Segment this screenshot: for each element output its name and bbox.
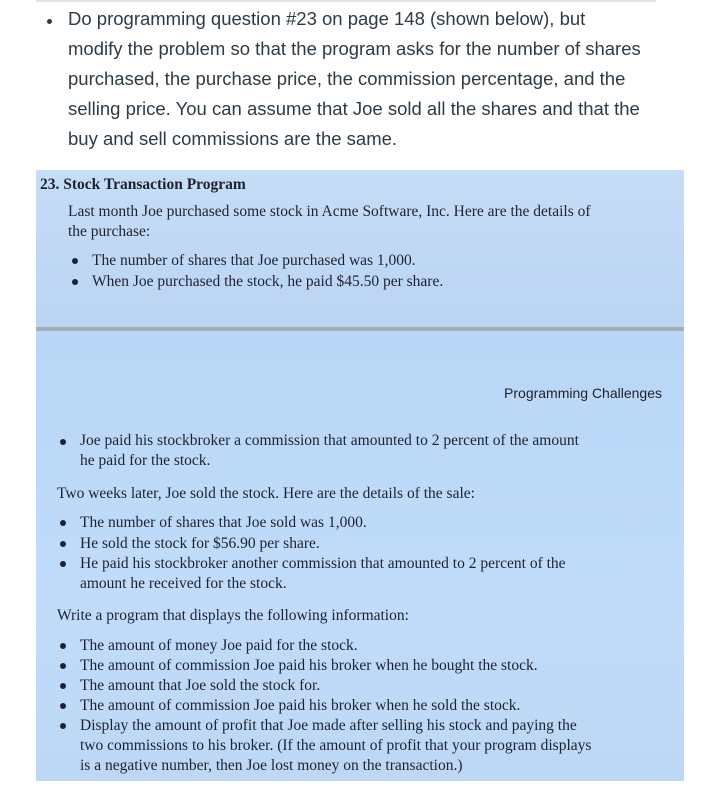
sale-bullet-2: He sold the stock for $56.90 per share. bbox=[80, 535, 320, 552]
purchase-bullet-2: When Joe purchased the stock, he paid $45.50 per share. bbox=[92, 273, 444, 290]
bullet-dot bbox=[60, 541, 66, 547]
purchase-intro: Last month Joe purchased some stock in Acme Software, Inc. Here are the details of the purchase: bbox=[68, 203, 591, 240]
output-bullet-5: Display the amount of profit that Joe made after selling his stock and paying the two commissions to his broker. (If the amount of profit that your program displays is a negative number, then Joe lost money on the transaction.) bbox=[80, 717, 592, 774]
bullet-dot bbox=[60, 703, 66, 709]
bullet-dot bbox=[47, 19, 52, 24]
problem-heading: 23. Stock Transaction Program bbox=[40, 176, 246, 193]
sale-bullet-3: He paid his stockbroker another commission that amounted to 2 percent of the amount he received for the stock. bbox=[80, 555, 566, 592]
top-divider bbox=[36, 0, 656, 2]
bullet-dot bbox=[60, 439, 66, 445]
sale-bullet-1: The number of shares that Joe sold was 1,000. bbox=[80, 514, 367, 531]
bullet-dot bbox=[60, 663, 66, 669]
output-bullet-3: The amount that Joe sold the stock for. bbox=[80, 677, 321, 694]
bullet-dot bbox=[60, 520, 66, 526]
purchase-bullet-1: The number of shares that Joe purchased was 1,000. bbox=[92, 252, 416, 269]
output-bullet-1: The amount of money Joe paid for the stock. bbox=[80, 637, 358, 654]
bullet-dot bbox=[60, 561, 66, 567]
running-head: Programming Challenges bbox=[504, 385, 662, 401]
output-bullet-4: The amount of commission Joe paid his broker when he sold the stock. bbox=[80, 697, 521, 714]
output-bullet-2: The amount of commission Joe paid his broker when he bought the stock. bbox=[80, 657, 538, 674]
sale-intro: Two weeks later, Joe sold the stock. Here are the details of the sale: bbox=[57, 485, 475, 502]
commission-bullet: Joe paid his stockbroker a commission that amounted to 2 percent of the amount he paid for the stock. bbox=[80, 432, 579, 469]
instruction-text: Do programming question #23 on page 148 (shown below), but modify the problem so that the program asks for the number of shares purchased, the purchase price, the commission percentage, and the selling price. You can assume that Joe sold all the shares and that the buy and sell commissions are the same. bbox=[68, 8, 641, 149]
bullet-dot bbox=[72, 258, 78, 264]
write-intro: Write a program that displays the following information: bbox=[57, 607, 409, 624]
textbook-excerpt-bottom bbox=[36, 331, 684, 781]
bullet-dot bbox=[72, 279, 78, 285]
bullet-dot bbox=[60, 683, 66, 689]
bullet-dot bbox=[60, 723, 66, 729]
bullet-dot bbox=[60, 643, 66, 649]
textbook-excerpt-top bbox=[36, 170, 684, 327]
